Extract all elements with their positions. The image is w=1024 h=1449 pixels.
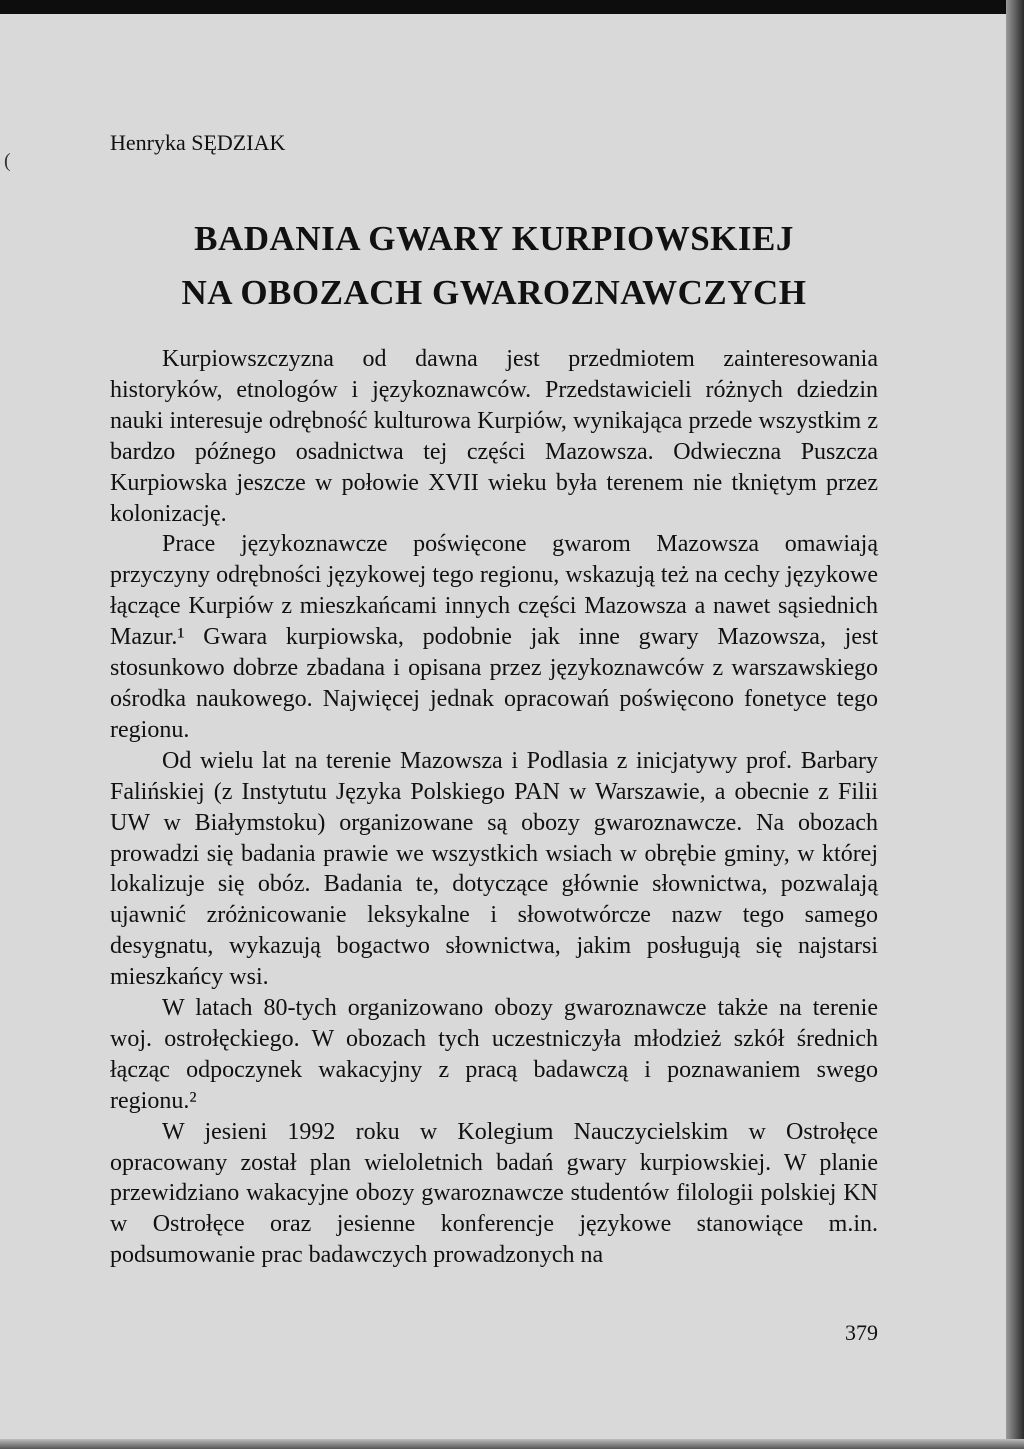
title-line-2: NA OBOZACH GWAROZNAWCZYCH (181, 273, 807, 312)
margin-mark: ( (4, 150, 11, 172)
article-body (110, 344, 878, 1271)
author-name: Henryka SĘDZIAK (110, 130, 286, 155)
page-bottom-edge (0, 1439, 1024, 1449)
paragraph-3: Od wielu lat na terenie Mazowsza i Podlasia z inicjatywy prof. Barbary Falińskiej (z Instytutu Języka Polskiego PAN w Warszawie, a obecnie z Filii UW w Białymstoku) organizowane są obozy gwaroznawcze. Na obozach prowadzi się badania prawie we wszystkich wsiach w obrębie gminy, w której lokalizuje się obóz. Badania te, dotyczące głównie słownictwa, pozwalają ujawnić zróżnicowanie leksykalne i słowotwórcze nazw tego samego desygnatu, wykazują bogactwo słownictwa, jakim posługują się najstarsi mieszkańcy wsi. (110, 747, 878, 991)
text-area (110, 128, 878, 1271)
paragraph-5: W jesieni 1992 roku w Kolegium Nauczycielskim w Ostrołęce opracowany został plan wieloletnich badań gwary kurpiowskiej. W planie przewidziano wakacyjne obozy gwaroznawcze studentów filologii polskiej KN w Ostrołęce oraz jesienne konferencje językowe stanowiące m.in. podsumowanie prac badawczych prowadzonych na (110, 1118, 878, 1269)
page-top-edge (0, 0, 1024, 14)
paragraph-1: Kurpiowszczyzna od dawna jest przedmiotem zainteresowania historyków, etnologów i językoznawców. Przedstawicieli różnych dziedzin nauki interesuje odrębność kulturowa Kurpiów, wynikająca przede wszystkim z bardzo późnego osadnictwa tej części Mazowsza. Odwieczna Puszcza Kurpiowska jeszcze w połowie XVII wieku była terenem nie tkniętym przez kolonizację. (110, 346, 878, 527)
paragraph-4: W latach 80-tych organizowano obozy gwaroznawcze także na terenie woj. ostrołęckiego. W obozach tych uczestniczyła młodzież szkół średnich łącząc odpoczynek wakacyjny z pracą badawczą i poznawaniem swego regionu.² (110, 995, 878, 1114)
article-title (110, 212, 878, 320)
page-right-edge (1006, 0, 1024, 1449)
paragraph-2: Prace językoznawcze poświęcone gwarom Mazowsza omawiają przyczyny odrębności językowej tego regionu, wskazują też na cechy językowe łączące Kurpiów z mieszkańcami innych części Mazowsza a nawet sąsiednich Mazur.¹ Gwara kurpiowska, podobnie jak inne gwary Mazowsza, jest stosunkowo dobrze zbadana i opisana przez językoznawców z warszawskiego ośrodka naukowego. Najwięcej jednak opracowań poświęcono fonetyce tego regionu. (110, 531, 878, 743)
title-line-1: BADANIA GWARY KURPIOWSKIEJ (194, 219, 794, 258)
page-number: 379 (845, 1320, 878, 1345)
